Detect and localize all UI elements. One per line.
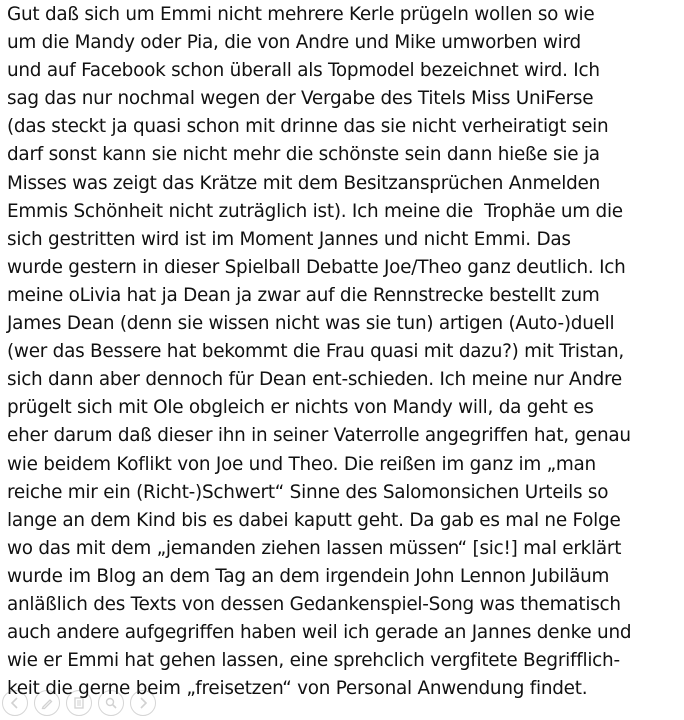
text-line: Gut daß sich um Emmi nicht mehrere Kerle prügeln wollen so wie	[7, 4, 595, 25]
document-text	[7, 1, 679, 703]
slideshow-overlay-toolbar	[2, 686, 156, 720]
text-line: Emmis Schönheit nicht zuträglich ist). Ich meine die Trophäe um die	[7, 200, 623, 222]
text-line: wie beidem Koflikt von Joe und Theo. Die reißen im ganz im „man	[7, 453, 596, 475]
text-line: reiche mir ein (Richt-)Schwert“ Sinne des Salomonsichen Urteils so	[7, 481, 609, 503]
text-line: wo das mit dem „jemanden ziehen lassen müssen“ [sic!] mal erklärt	[7, 537, 622, 559]
pen-icon[interactable]	[34, 690, 60, 716]
text-line: und auf Facebook schon überall als Topmodel bezeichnet wird. Ich	[7, 60, 600, 82]
page-icon[interactable]	[66, 690, 92, 716]
text-line: auch andere aufgegriffen haben weil ich gerade an Jannes denke und	[7, 622, 632, 644]
text-line: sich gestritten wird ist im Moment Jannes und nicht Emmi. Das	[7, 228, 571, 250]
text-line: wurde im Blog an dem Tag an dem irgendein John Lennon Jubiläum	[7, 565, 610, 587]
text-line: Misses was zeigt das Krätze mit dem Besitzansprüchen Anmelden	[7, 172, 600, 194]
search-icon[interactable]	[98, 690, 124, 716]
text-line: wurde gestern in dieser Spielball Debatte Joe/Theo ganz deutlich. Ich	[7, 256, 626, 278]
arrow-right-icon[interactable]	[130, 690, 156, 716]
text-line: lange an dem Kind bis es dabei kaputt geht. Da gab es mal ne Folge	[7, 509, 621, 531]
text-line: wie er Emmi hat gehen lassen, eine sprehclich vergfitete Begrifflich-	[7, 650, 620, 672]
text-line: (das steckt ja quasi schon mit drinne das sie nicht verheiratigt sein	[7, 116, 609, 138]
text-line: (wer das Bessere hat bekommt die Frau quasi mit dazu?) mit Tristan,	[7, 341, 624, 363]
text-line: keit die gerne beim „freisetzen“ von Personal Anwendung findet.	[7, 678, 588, 700]
text-line: um die Mandy oder Pia, die von Andre und Mike umworben wird	[7, 32, 581, 54]
text-line: sag das nur nochmal wegen der Vergabe des Titels Miss UniFerse	[7, 88, 594, 110]
text-line: prügelt sich mit Ole obgleich er nichts von Mandy will, da geht es	[7, 397, 594, 419]
text-line: James Dean (denn sie wissen nicht was sie tun) artigen (Auto-)duell	[7, 313, 615, 335]
text-line: meine oLivia hat ja Dean ja zwar auf die Rennstrecke bestellt zum	[7, 284, 600, 306]
text-line: sich dann aber dennoch für Dean ent-schieden. Ich meine nur Andre	[7, 369, 622, 391]
text-line: eher darum daß dieser ihn in seiner Vaterrolle angegriffen hat, genau	[7, 425, 631, 447]
text-line: darf sonst kann sie nicht mehr die schönste sein dann hieße sie ja	[7, 144, 600, 166]
text-line: anläßlich des Texts von dessen Gedankenspiel-Song was thematisch	[7, 593, 621, 615]
arrow-left-icon[interactable]	[2, 690, 28, 716]
